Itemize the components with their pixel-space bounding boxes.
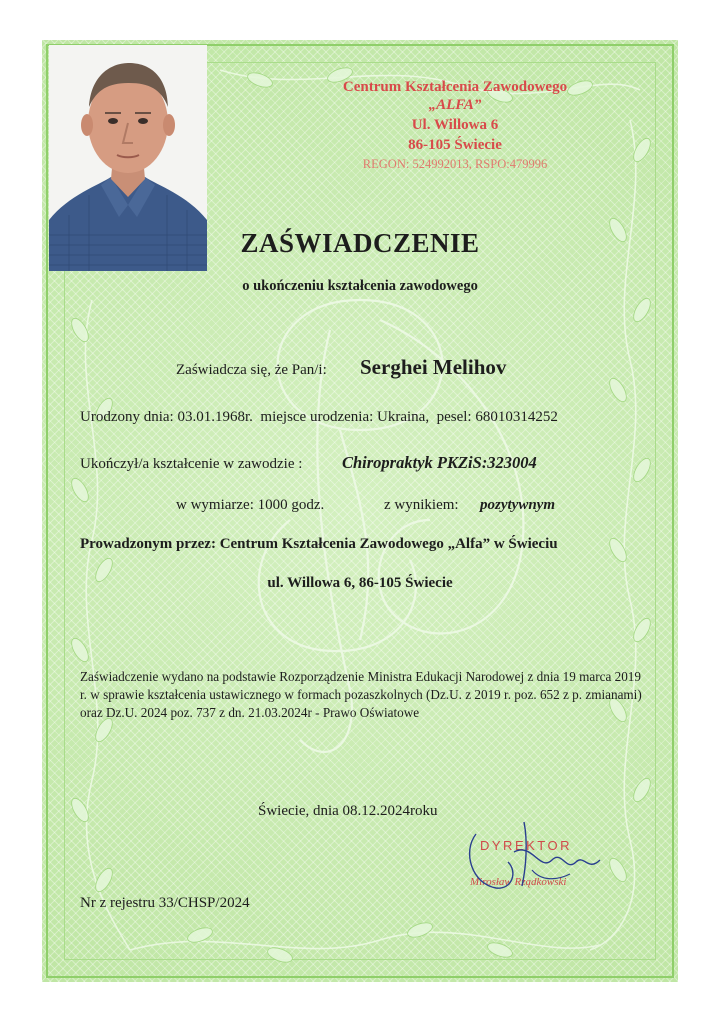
director-signature	[462, 812, 612, 896]
birth-line	[80, 409, 558, 426]
profession-label: Ukończył/a kształcenie w zawodzie :	[80, 456, 303, 472]
birth-date: 03.01.1968r.	[177, 409, 253, 425]
person-name: Serghei Melihov	[360, 355, 507, 379]
school-address: ul. Willowa 6, 86-105 Świecie	[267, 575, 453, 591]
birth-label: Urodzony dnia:	[80, 409, 174, 425]
school-street: Ul. Willowa 6	[411, 117, 499, 133]
school-alias: „ALFA”	[428, 97, 482, 113]
register-number: Nr z rejestru 33/CHSP/2024	[80, 895, 250, 911]
hours-label: w wymiarze: 1000 godz.	[176, 497, 325, 513]
result-label: z wynikiem:	[384, 497, 459, 513]
director-name: Mirosław Rządkowski	[470, 876, 567, 888]
pesel-value: 68010314252	[475, 409, 558, 425]
school-name: Centrum Kształcenia Zawodowego	[342, 79, 568, 95]
birth-place-label: miejsce urodzenia:	[260, 409, 374, 425]
school-city: 86-105 Świecie	[408, 137, 502, 153]
director-stamp	[462, 812, 612, 896]
legal-basis-paragraph: Zaświadczenie wydano na podstawie Rozporządzenie Ministra Edukacji Narodowej z dnia 19 marca 2019 r. w sprawie kształcenia ustawicznego w formach pozaszkolnych (Dz.U. z 2019 r. poz. 652 z p. zmianami) oraz Dz.U. 2024 poz. 737 z dn. 21.03.2024r - Prawo Oświatowe	[80, 669, 642, 720]
issue-date-place: Świecie, dnia 08.12.2024roku	[258, 803, 438, 819]
director-title: DYREKTOR	[480, 838, 572, 853]
document-subtitle: o ukończeniu kształcenia zawodowego	[242, 278, 478, 294]
pesel-label: pesel:	[436, 409, 472, 425]
document-title: ZAŚWIADCZENIE	[240, 228, 480, 258]
school-regon: REGON: 524992013, RSPO:479996	[362, 157, 548, 171]
conducted-by: Prowadzonym przez: Centrum Kształcenia Zawodowego „Alfa” w Świeciu	[80, 536, 558, 552]
result-value: pozytywnym	[480, 497, 555, 513]
certifies-label: Zaświadcza się, że Pan/i:	[176, 362, 327, 378]
birth-place: Ukraina,	[377, 409, 430, 425]
profession-value: Chiropraktyk PKZiS:323004	[342, 453, 537, 472]
